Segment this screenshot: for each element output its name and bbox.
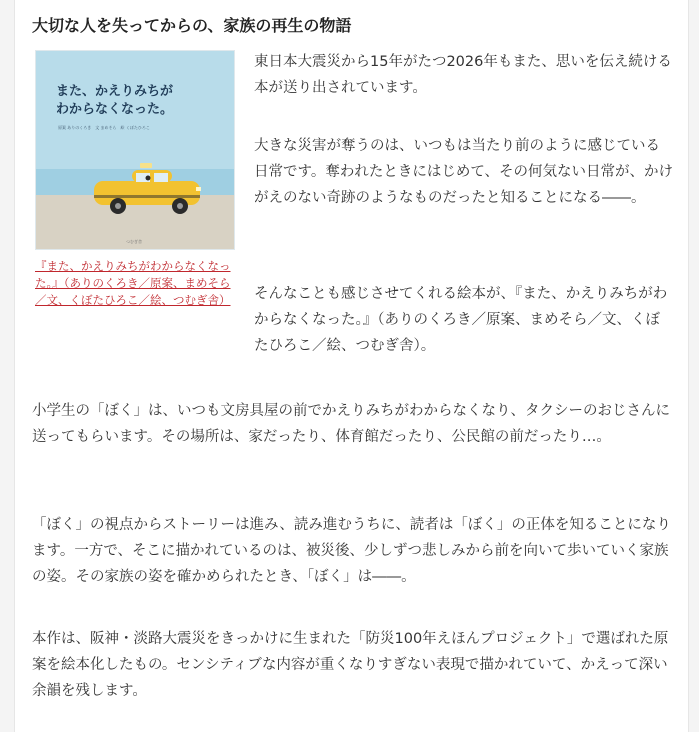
paragraph-disaster: 大きな災害が奪うのは、いつもは当たり前のように感じている日常です。奪われたときにはじめて、その何気ない日常が、かけがえのない奇跡のようなものだったと知ることになる――。 [254, 138, 674, 206]
section-heading: 大切な人を失ってからの、家族の再生の物語 [32, 16, 352, 35]
paragraph-intro: 東日本大震災から15年がたつ2026年もまた、思いを伝え続ける本が送り出されています。 [254, 54, 672, 96]
book-figure [35, 50, 235, 307]
cover-title: また、かえりみちが わからなくなった。 [56, 84, 174, 117]
book-caption-link[interactable]: 『また、かえりみちがわからなくなった。』（ありのくろき／原案、まめそら／文、くぼたひろこ／絵、つむぎ舎） [35, 259, 231, 307]
book-cover-image[interactable] [35, 50, 235, 250]
paragraph-viewpoint: 「ぼく」の視点からストーリーは進み、読み進むうちに、読者は「ぼく」の正体を知ることになります。一方で、そこに描かれているのは、被災後、少しずつ悲しみから前を向いて歩いていく家族の姿。その家族の姿を確かめられたとき、「ぼく」は――。 [32, 517, 671, 585]
cover-credit: 原案 ありのくろき 文 まめそら 絵 くぼたひろこ [58, 125, 150, 130]
paragraph-book-intro: そんなことも感じさせてくれる絵本が、『また、かえりみちがわからなくなった。』（ありのくろき／原案、まめそら／文、くぼたひろこ／絵、つむぎ舎）。 [254, 286, 668, 354]
cover-publisher: つむぎ舎 [126, 239, 142, 244]
paragraph-project: 本作は、阪神・淡路大震災をきっかけに生まれた「防災100年えほんプロジェクト」で選ばれた原案を絵本化したもの。センシティブな内容が重くなりすぎない表現で描かれていて、かえって深い余韻を残します。 [32, 631, 669, 699]
taxi-illustration [36, 51, 235, 250]
article-panel [14, 0, 689, 732]
paragraph-story: 小学生の「ぼく」は、いつも文房具屋の前でかえりみちがわからなくなり、タクシーのおじさんに送ってもらいます。その場所は、家だったり、体育館だったり、公民館の前だったり…。 [32, 403, 670, 445]
